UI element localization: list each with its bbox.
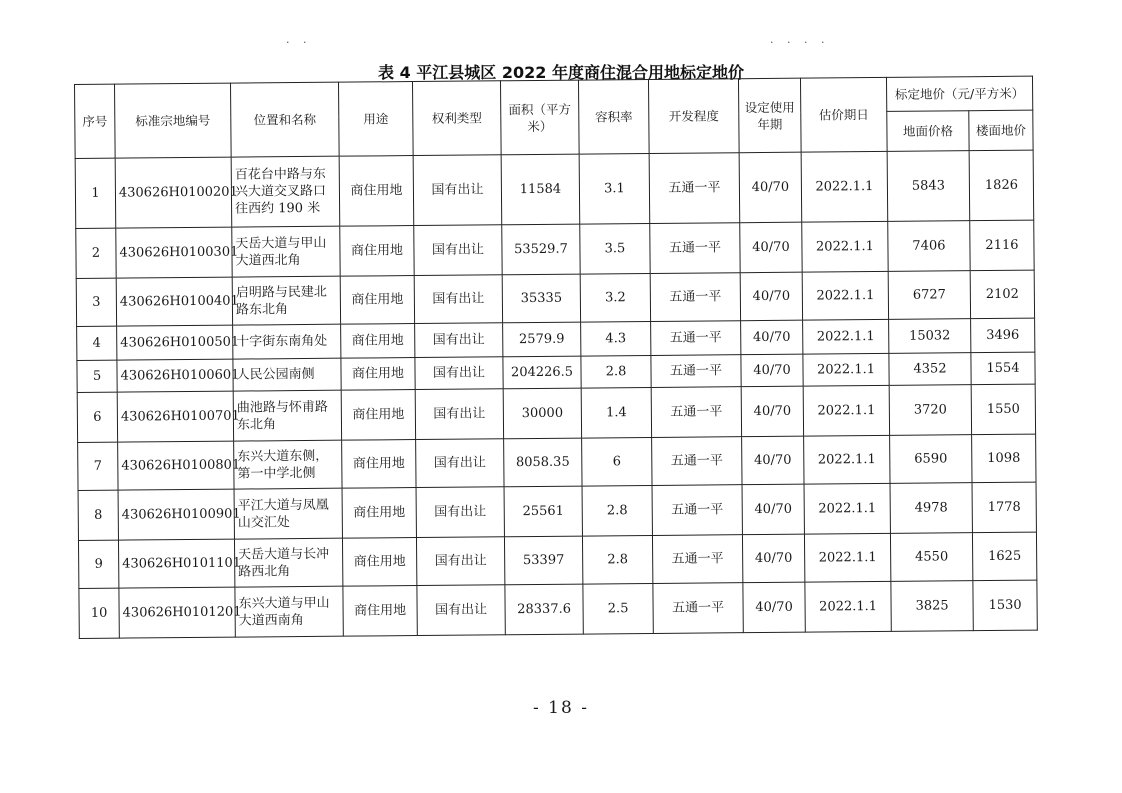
cell-far: 2.8 — [581, 355, 651, 388]
table-row — [75, 150, 1034, 228]
table-row — [78, 532, 1036, 588]
cell-area: 53529.7 — [502, 224, 580, 275]
cell-term: 40/70 — [739, 152, 802, 223]
cell-area: 8058.35 — [504, 438, 582, 487]
cell-date: 2022.1.1 — [804, 483, 890, 534]
cell-seq: 1 — [75, 158, 116, 228]
cell-code: 430626H0100301 — [116, 227, 232, 278]
cell-date: 2022.1.1 — [804, 435, 890, 484]
cell-dev: 五通一平 — [651, 321, 741, 356]
table-row — [78, 434, 1036, 490]
cell-seq: 4 — [77, 326, 117, 360]
cell-seq: 3 — [76, 278, 116, 326]
cell-far: 1.4 — [581, 387, 651, 438]
cell-date: 2022.1.1 — [803, 353, 889, 386]
cell-date: 2022.1.1 — [802, 271, 888, 320]
cell-floor-price: 1098 — [972, 434, 1036, 483]
cell-code: 430626H0100401 — [116, 277, 232, 326]
cell-term: 40/70 — [740, 222, 802, 273]
cell-use: 商住用地 — [342, 538, 416, 587]
cell-area: 35335 — [502, 274, 580, 323]
cell-date: 2022.1.1 — [803, 385, 889, 436]
cell-rights: 国有出让 — [414, 275, 502, 324]
cell-location: 东兴大道与甲山大道西南角 — [235, 586, 343, 637]
cell-rights: 国有出让 — [417, 585, 505, 636]
cell-seq: 9 — [78, 540, 118, 588]
cell-use: 商住用地 — [342, 440, 416, 489]
cell-use: 商住用地 — [340, 276, 414, 325]
table-title: 表 4 平江县城区 2022 年度商住混合用地标定地价 — [378, 63, 744, 82]
table-row — [77, 384, 1035, 442]
cell-code: 430626H0100601 — [117, 359, 233, 392]
cell-land-price: 6727 — [888, 271, 970, 320]
header-seq: 序号 — [75, 84, 116, 158]
cell-term: 40/70 — [740, 272, 802, 321]
cell-far: 3.5 — [580, 223, 650, 274]
cell-area: 28337.6 — [505, 584, 583, 635]
cell-rights: 国有出让 — [415, 389, 503, 440]
scan-speck: · · — [286, 36, 312, 49]
table-row — [76, 270, 1034, 326]
cell-dev: 五通一平 — [651, 355, 741, 388]
cell-term: 40/70 — [741, 386, 803, 437]
cell-area: 25561 — [504, 486, 582, 537]
cell-far: 4.3 — [581, 321, 651, 356]
header-area: 面积（平方米） — [500, 80, 579, 155]
cell-code: 430626H0101101 — [118, 539, 234, 588]
land-price-table — [74, 76, 1038, 639]
cell-dev: 五通一平 — [650, 223, 740, 274]
cell-rights: 国有出让 — [416, 537, 504, 586]
cell-term: 40/70 — [742, 436, 804, 485]
cell-rights: 国有出让 — [415, 323, 503, 358]
cell-rights: 国有出让 — [413, 155, 502, 226]
header-far: 容积率 — [578, 79, 649, 154]
cell-land-price: 4550 — [890, 533, 972, 582]
header-floor-price: 楼面地价 — [969, 110, 1033, 151]
cell-floor-price: 2116 — [970, 220, 1034, 271]
cell-location: 天岳大道与长冲路西北角 — [234, 538, 342, 587]
scan-speck: · · · · — [770, 36, 830, 49]
cell-date: 2022.1.1 — [805, 581, 891, 632]
cell-term: 40/70 — [743, 582, 805, 633]
cell-land-price: 6590 — [890, 435, 972, 484]
cell-term: 40/70 — [742, 534, 804, 583]
header-use: 用途 — [338, 82, 413, 157]
cell-location: 十字街东南角处 — [233, 324, 341, 359]
cell-floor-price: 1530 — [973, 580, 1037, 631]
cell-location: 平江大道与凤凰山交汇处 — [234, 488, 342, 539]
cell-term: 40/70 — [741, 320, 803, 355]
header-dev: 开发程度 — [648, 79, 739, 154]
table-row — [78, 482, 1036, 540]
page-number: - 18 - — [533, 698, 589, 718]
cell-floor-price: 1778 — [972, 482, 1036, 533]
cell-land-price: 3720 — [889, 385, 971, 436]
table-row — [79, 580, 1037, 638]
cell-floor-price: 1625 — [972, 532, 1036, 581]
cell-floor-price: 1554 — [971, 352, 1035, 385]
header-code: 标准宗地编号 — [115, 83, 232, 158]
cell-land-price: 4352 — [889, 353, 971, 386]
cell-term: 40/70 — [741, 354, 803, 387]
cell-area: 204226.5 — [503, 356, 581, 389]
cell-location: 天岳大道与甲山大道西北角 — [232, 226, 340, 277]
cell-far: 6 — [582, 437, 652, 486]
cell-code: 430626H0100501 — [117, 325, 233, 360]
cell-far: 2.5 — [583, 583, 653, 634]
cell-use: 商住用地 — [340, 226, 414, 277]
cell-land-price: 3825 — [891, 581, 973, 632]
header-term: 设定使用年期 — [738, 78, 801, 153]
cell-dev: 五通一平 — [649, 153, 740, 224]
cell-dev: 五通一平 — [650, 273, 740, 322]
cell-use: 商住用地 — [341, 390, 415, 441]
cell-date: 2022.1.1 — [802, 221, 888, 272]
cell-land-price: 15032 — [889, 319, 971, 354]
table-row — [76, 220, 1034, 278]
header-date: 估价期日 — [800, 77, 887, 152]
cell-floor-price: 3496 — [971, 318, 1035, 353]
cell-use: 商住用地 — [341, 358, 415, 391]
cell-seq: 2 — [76, 228, 116, 278]
cell-location: 曲池路与怀甫路东北角 — [233, 390, 341, 441]
cell-rights: 国有出让 — [416, 439, 504, 488]
cell-use: 商住用地 — [341, 324, 415, 359]
cell-location: 东兴大道东侧，第一中学北侧 — [234, 440, 342, 489]
cell-floor-price: 1826 — [969, 150, 1034, 221]
cell-seq: 6 — [77, 392, 117, 442]
cell-land-price: 5843 — [887, 151, 970, 222]
header-price-group: 标定地价（元/平方米） — [886, 76, 1032, 111]
cell-use: 商住用地 — [339, 156, 414, 227]
cell-dev: 五通一平 — [652, 437, 742, 486]
cell-rights: 国有出让 — [415, 357, 503, 390]
cell-code: 430626H0100201 — [115, 157, 232, 228]
cell-floor-price: 2102 — [970, 270, 1034, 319]
cell-date: 2022.1.1 — [804, 533, 890, 582]
cell-code: 430626H0101201 — [119, 587, 235, 638]
cell-area: 11584 — [501, 154, 580, 225]
cell-dev: 五通一平 — [651, 387, 741, 438]
cell-use: 商住用地 — [342, 488, 416, 539]
cell-use: 商住用地 — [343, 586, 417, 637]
cell-land-price: 4978 — [890, 483, 972, 534]
cell-rights: 国有出让 — [416, 487, 504, 538]
cell-dev: 五通一平 — [653, 583, 743, 634]
cell-dev: 五通一平 — [652, 485, 742, 536]
cell-area: 53397 — [504, 536, 582, 585]
cell-code: 430626H0100801 — [118, 441, 234, 490]
cell-date: 2022.1.1 — [801, 151, 888, 222]
cell-area: 30000 — [503, 388, 581, 439]
cell-term: 40/70 — [742, 484, 804, 535]
land-price-table-wrapper — [74, 76, 1037, 639]
cell-location: 人民公园南侧 — [233, 358, 341, 391]
cell-seq: 5 — [77, 360, 117, 392]
cell-far: 2.8 — [582, 535, 652, 584]
cell-seq: 10 — [79, 588, 119, 638]
cell-rights: 国有出让 — [414, 225, 502, 276]
header-location: 位置和名称 — [230, 82, 339, 157]
cell-location: 启明路与民建北路东北角 — [232, 276, 340, 325]
cell-date: 2022.1.1 — [803, 319, 889, 354]
cell-far: 2.8 — [582, 485, 652, 536]
cell-seq: 7 — [78, 442, 118, 490]
cell-dev: 五通一平 — [652, 535, 742, 584]
cell-far: 3.2 — [580, 273, 650, 322]
cell-far: 3.1 — [579, 153, 650, 224]
header-land-price: 地面价格 — [887, 111, 969, 152]
cell-floor-price: 1550 — [971, 384, 1035, 435]
header-rights: 权利类型 — [412, 81, 501, 156]
cell-code: 430626H0100901 — [118, 489, 234, 540]
cell-seq: 8 — [78, 490, 118, 540]
cell-location: 百花台中路与东兴大道交叉路口往西约 190 米 — [231, 156, 340, 227]
cell-land-price: 7406 — [888, 221, 970, 272]
cell-area: 2579.9 — [503, 322, 581, 357]
cell-code: 430626H0100701 — [117, 391, 233, 442]
